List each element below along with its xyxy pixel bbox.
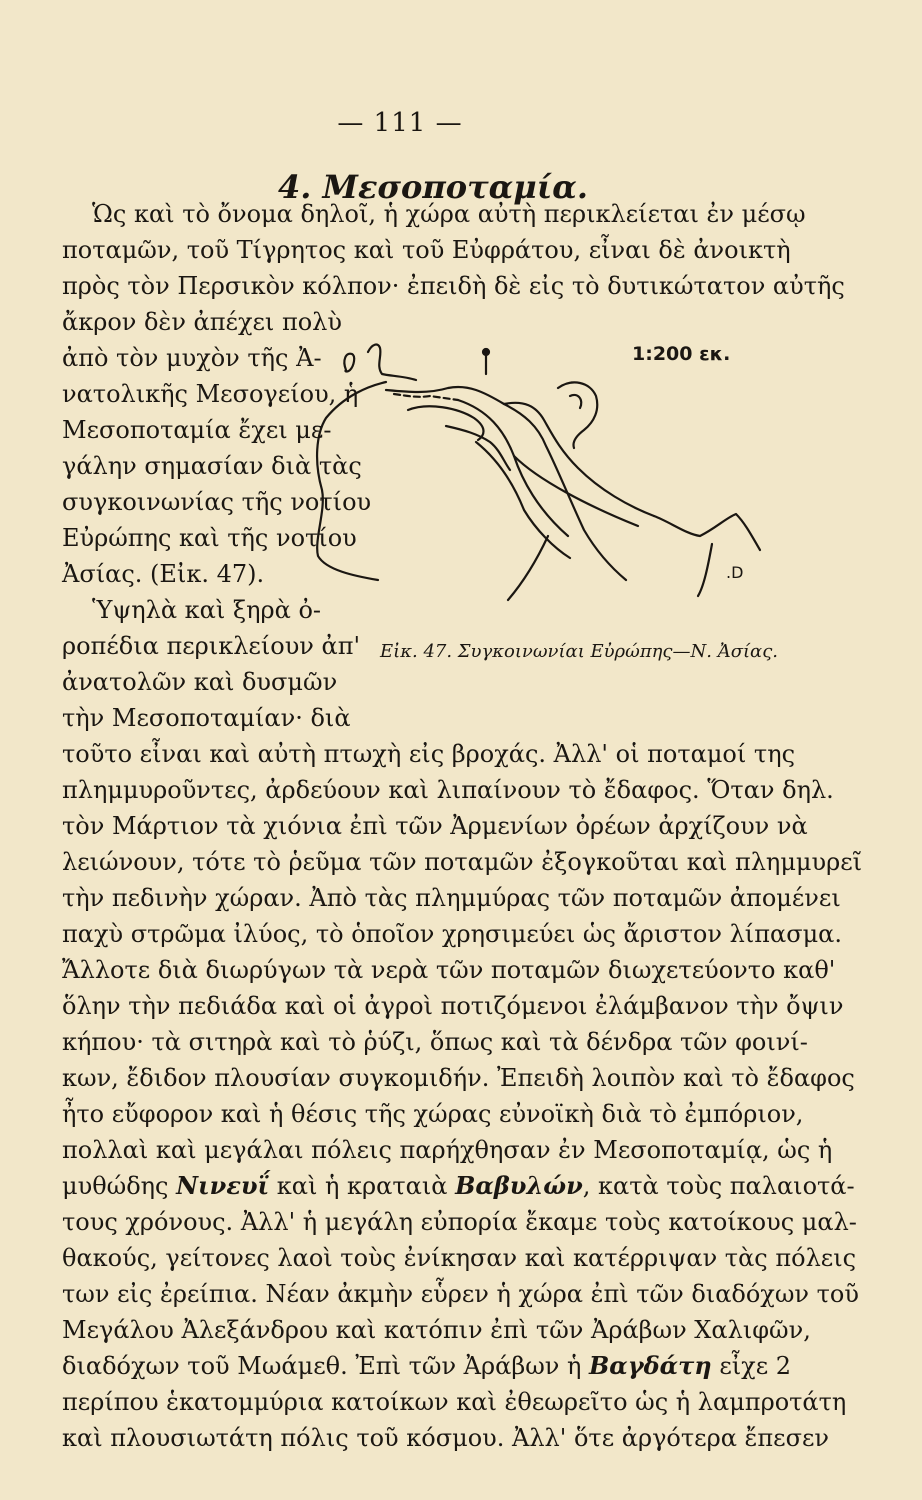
text-line [62,1348,792,1384]
text-line: ροπέδια περικλείουν ἀπ' [62,632,361,660]
figure-caption: Εἰκ. 47. Συγκοινωνίαι Εὐρώπης—Ν. Ἀσίας. [380,641,779,662]
text-line: Ὡς καὶ τὸ ὄνομα δηλοῖ, ἡ χώρα αὐτὴ περικλείεται ἐν μέσῳ [92,200,806,228]
text-line: ἦτο εὔφορον καὶ ἡ θέσις τῆς χώρας εὐνοϊκὴ διὰ τὸ ἐμπόριον, [62,1100,804,1128]
text-fragment: διαδόχων τοῦ Μωάμεθ. Ἐπὶ τῶν Ἀράβων ἡ [62,1352,590,1380]
route-lines [394,356,638,558]
text-fragment: εἶχε 2 [711,1352,792,1380]
text-line: Ἄλλοτε διὰ διωρύγων τὰ νερὰ τῶν ποταμῶν διωχετεύοντο καθ' [62,956,836,984]
text-line: λειώνουν, τότε τὸ ῥεῦμα τῶν ποταμῶν ἐξογκοῦται καὶ πλημμυρεῖ [62,848,863,876]
text-line: Εὐρώπης καὶ τῆς νοτίου [62,524,357,552]
text-line: τὸν Μάρτιον τὰ χιόνια ἐπὶ τῶν Ἀρμενίων ὀρέων ἀρχίζουν νὰ [62,812,808,840]
text-line: τὴν Μεσοποταμίαν· διὰ [62,704,351,732]
text-line: καὶ πλουσιωτάτη πόλις τοῦ κόσμου. Ἀλλ' ὅτε ἀργότερα ἔπεσεν [62,1424,830,1452]
text-line: πολλαὶ καὶ μεγάλαι πόλεις παρήχθησαν ἐν Μεσοποταμίᾳ, ὡς ἡ [62,1136,833,1164]
text-line: ἀπὸ τὸν μυχὸν τῆς Ἀ- [62,344,322,372]
text-line: ὅλην τὴν πεδιάδα καὶ οἱ ἀγροὶ ποτιζόμενοι ἐλάμβανον τὴν ὄψιν [62,992,844,1020]
text-line: ποταμῶν, τοῦ Τίγρητος καὶ τοῦ Εὐφράτου, εἶναι δὲ ἀνοικτὴ [62,236,791,264]
map-figure [308,330,778,620]
text-line: τοῦτο εἶναι καὶ αὐτὴ πτωχὴ εἰς βροχάς. Ἀλλ' οἱ ποταμοί της [62,740,796,768]
page-number: — 111 — [337,108,463,138]
text-line: περίπου ἑκατομμύρια κατοίκων καὶ ἐθεωρεῖτο ὡς ἡ λαμπροτάτη [62,1388,847,1416]
text-line: κήπου· τὰ σιτηρὰ καὶ τὸ ῥύζι, ὅπως καὶ τὰ δένδρα τῶν φοινί- [62,1028,808,1056]
text-line: τὴν πεδινὴν χώραν. Ἀπὸ τὰς πλημμύρας τῶν ποταμῶν ἀπομένει [62,884,841,912]
text-line: τους χρόνους. Ἀλλ' ἡ μεγάλη εὐπορία ἔκαμε τοὺς κατοίκους μαλ- [62,1208,857,1236]
text-line: γάλην σημασίαν διὰ τὰς [62,452,362,480]
map-scale-label: 1:200 εκ. [632,343,731,365]
text-line: Μεσοποταμία ἔχει με- [62,416,332,444]
text-fragment: καὶ ἡ κραταιὰ [269,1172,456,1200]
text-fragment: , κατὰ τοὺς παλαιοτά- [582,1172,855,1200]
text-line: κων, ἔδιδον πλουσίαν συγκομιδήν. Ἐπειδὴ λοιπὸν καὶ τὸ ἔδαφος [62,1064,855,1092]
text-fragment: μυθώδης [62,1172,177,1200]
route-map [308,330,778,620]
text-line: πρὸς τὸν Περσικὸν κόλπον· ἐπειδὴ δὲ εἰς τὸ δυτικώτατον αὐτῆς [62,272,845,300]
text-line: θακούς, γείτονες λαοὶ τοὺς ἐνίκησαν καὶ κατέρριψαν τὰς πόλεις [62,1244,857,1272]
text-line: συγκοινωνίας τῆς νοτίου [62,488,372,516]
section-title: 4. Μεσοποταμία. [278,168,588,206]
city-name-baghdad: Βαγδάτη [589,1351,712,1380]
text-line [62,1168,855,1204]
map-marker: .D [726,563,744,582]
city-name-babylon: Βαβυλών [455,1171,583,1200]
coastline-outline [317,345,760,600]
route-origin-dot [483,349,489,355]
text-line: Ἀσίας. (Εἰκ. 47). [62,560,265,588]
text-line: πλημμυροῦντες, ἀρδεύουν καὶ λιπαίνουν τὸ ἔδαφος. Ὅταν δηλ. [62,776,834,804]
text-line: νατολικῆς Μεσογείου, ἡ [62,380,359,408]
text-line: ἄκρον δὲν ἀπέχει πολὺ [62,308,342,336]
text-line: των εἰς ἐρείπια. Νέαν ἀκμὴν εὗρεν ἡ χώρα ἐπὶ τῶν διαδόχων τοῦ [62,1280,859,1308]
text-line: Μεγάλου Ἀλεξάνδρου καὶ κατόπιν ἐπὶ τῶν Ἀράβων Χαλιφῶν, [62,1316,811,1344]
text-line: ἀνατολῶν καὶ δυσμῶν [62,668,338,696]
text-line: παχὺ στρῶμα ἰλύος, τὸ ὁποῖον χρησιμεύει ὡς ἄριστον λίπασμα. [62,920,843,948]
city-name-nineveh: Νινευΐ [176,1171,270,1200]
text-line: Ὑψηλὰ καὶ ξηρὰ ὀ- [92,596,322,624]
